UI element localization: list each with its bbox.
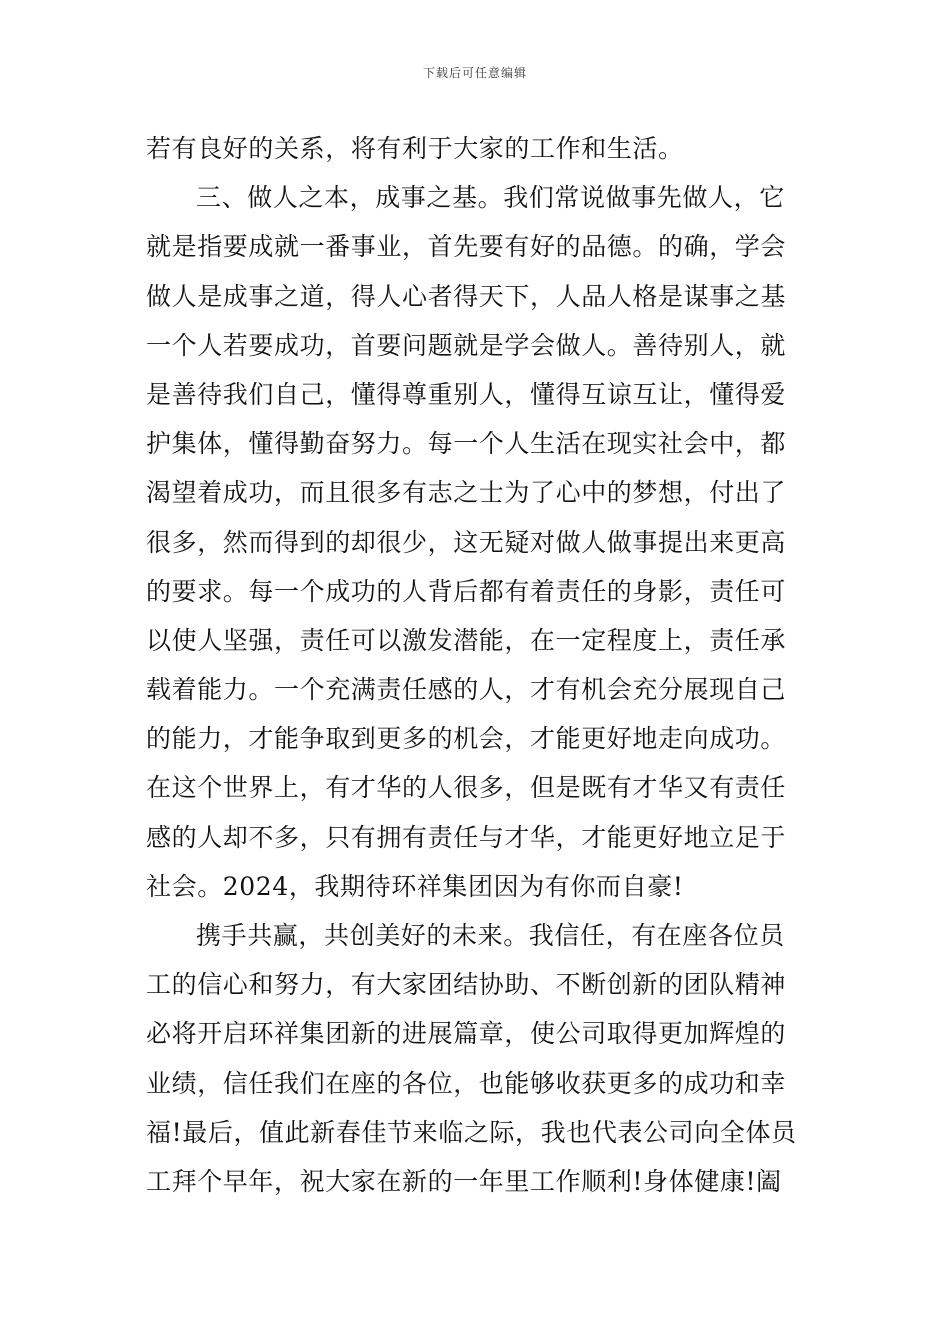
text-line: 工的信心和努力，有大家团结协助、不断创新的团队精神 [146, 970, 787, 1000]
document-body [146, 124, 810, 1206]
text-line: 的能力，才能争取到更多的机会，才能更好地走向成功。 [146, 724, 787, 754]
text-line: 若有良好的关系，将有利于大家的工作和生活。 [146, 134, 684, 163]
text-line: 就是指要成就一番事业，首先要有好的品德。的确，学会 [146, 232, 787, 262]
text-line: 工拜个早年，祝大家在新的一年里工作顺利!身体健康!阖 [146, 1166, 782, 1196]
text-line: 业绩，信任我们在座的各位，也能够收获更多的成功和幸 [146, 1068, 787, 1098]
text-line: 渴望着成功，而且很多有志之士为了心中的梦想，付出了 [146, 478, 787, 508]
text-line: 护集体，懂得勤奋努力。每一个人生活在现实社会中，都 [146, 429, 787, 459]
text-line: 福!最后，值此新春佳节来临之际，我也代表公司向全体员 [146, 1117, 797, 1147]
page-header-note: 下载后可任意编辑 [422, 66, 527, 80]
paragraph-start-line: 携手共赢，共创美好的未来。我信任，有在座各位员 [196, 921, 785, 950]
text-line: 载着能力。一个充满责任感的人，才有机会充分展现自己 [146, 675, 787, 705]
text-line: 很多，然而得到的却很少，这无疑对做人做事提出来更高 [146, 527, 787, 557]
text-line: 在这个世界上，有才华的人很多，但是既有才华又有责任 [146, 773, 787, 803]
text-line: 必将开启环祥集团新的进展篇章，使公司取得更加辉煌的 [146, 1019, 787, 1049]
text-line: 的要求。每一个成功的人背后都有着责任的身影，责任可 [146, 576, 787, 606]
text-line: 做人是成事之道，得人心者得天下，人品人格是谋事之基 [146, 281, 787, 311]
text-line: 一个人若要成功，首要问题就是学会做人。善待别人，就 [146, 330, 787, 360]
text-line: 以使人坚强，责任可以激发潜能，在一定程度上，责任承 [146, 625, 787, 655]
text-line: 感的人却不多，只有拥有责任与才华，才能更好地立足于 [146, 822, 787, 852]
paragraph-start-line: 三、做人之本，成事之基。我们常说做事先做人，它 [196, 183, 785, 213]
text-line: 是善待我们自己，懂得尊重别人，懂得互谅互让，懂得爱 [146, 379, 787, 409]
text-line: 社会。2024，我期待环祥集团因为有你而自豪! [146, 871, 684, 901]
